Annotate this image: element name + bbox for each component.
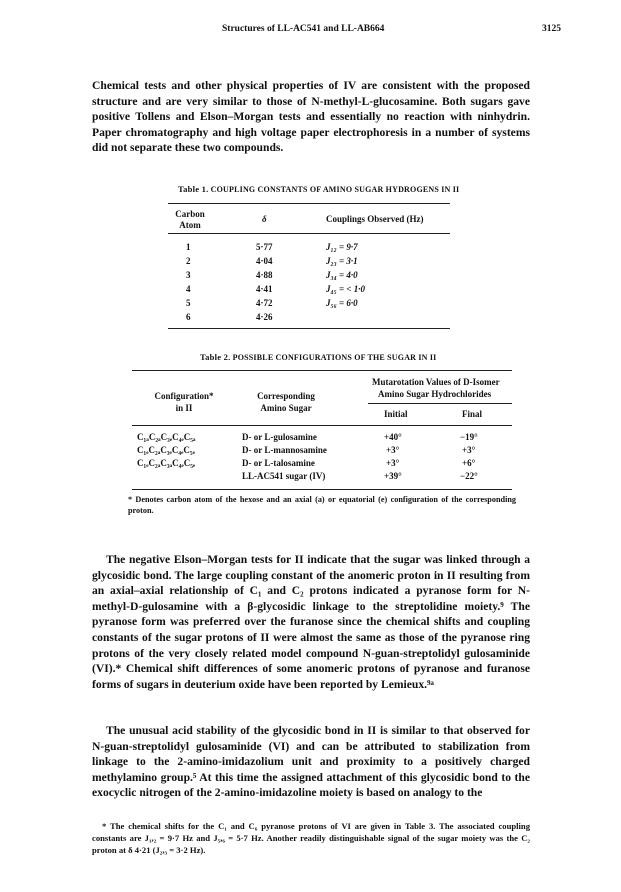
table2-top-rule (132, 370, 512, 371)
page-footnote: * The chemical shifts for the C₁ and C₆ pyranose protons of VI are given in Table 3. The associated coupling constants are J₁,₂ = 9·7 Hz and J₅,₆ = 5·7 Hz. Another readily distinguishable signal of the sugar moiety was the C₂ proton at δ 4·21 (J₂,₃ = 3·2 Hz). (92, 821, 530, 855)
page-number: 3125 (542, 24, 561, 34)
table2-bottom-rule (132, 489, 512, 490)
coupling-cell: J₅₆ = 6·0 (326, 298, 358, 308)
delta-cell: 4·04 (256, 256, 273, 266)
sugar-cell: D- or L-gulosamine (242, 432, 317, 442)
initial-cell: +3° (386, 458, 400, 468)
delta-cell: 4·72 (256, 298, 273, 308)
final-cell: +6° (462, 458, 476, 468)
table1-header-rule (168, 233, 450, 234)
config-cell: C₁ₑC₂ₐC₃ₑC₄ₑC₅ₑ (137, 445, 195, 455)
table2-col-final: Final (462, 409, 483, 419)
initial-cell: +3° (386, 445, 400, 455)
coupling-cell: J₄₅ = < 1·0 (326, 284, 366, 294)
table2-col-mutarotation: Mutarotation Values of D-Isomer (372, 377, 500, 387)
coupling-cell: J₁₂ = 9·7 (326, 242, 358, 252)
initial-cell: +39° (384, 471, 402, 481)
config-cell: C₁ₑC₂ₐC₃ₐC₄ₑC₅ₑ (137, 458, 196, 468)
carbon-cell: 5 (186, 298, 191, 308)
delta-cell: 4·88 (256, 270, 273, 280)
table2-col-mutarotation-2: Amino Sugar Hydrochlorides (378, 389, 492, 399)
table2-mutarotation-rule (368, 403, 512, 404)
carbon-cell: 3 (186, 270, 191, 280)
table1-col-couplings: Couplings Observed (Hz) (326, 214, 424, 224)
carbon-cell: 4 (186, 284, 191, 294)
table2-label: Table 2. (200, 352, 231, 362)
delta-cell: 4·41 (256, 284, 273, 294)
delta-cell: 4·26 (256, 312, 273, 322)
final-cell: +3° (462, 445, 476, 455)
table2-footnote: * Denotes carbon atom of the hexose and an axial (a) or equatorial (e) configuration of the corresponding proton. (128, 495, 516, 515)
table1-label: Table 1. (178, 184, 209, 194)
table1-caption (178, 184, 459, 194)
body-paragraph-1: The negative Elson–Morgan tests for II indicate that the sugar was linked through a glycosidic bond. The large coupling constant of the anomeric proton in II resulting from an axial–axial relationship of C₁ and C₂ protons indicated a pyranose form for N-methyl-D-gulosamine with a β-glycosidic linkage to the streptolidine moiety.⁹ The pyranose form was preferred over the furanose since the chemical shifts and coupling constants of the sugar protons of II were almost the same as those of the pyranose ring protons of the very closely related model compound N-guan-streptolidyl gulosaminide (VI).* Chemical shift differences of some anomeric protons of pyranose and furanose forms of sugars in deuterium oxide have been reported by Lemieux.⁹ᵃ (92, 553, 530, 691)
final-cell: −22° (460, 471, 478, 481)
sugar-cell: D- or L-mannosamine (242, 445, 327, 455)
final-cell: −19° (460, 432, 478, 442)
table1-col-carbon: Carbon Atom (175, 209, 205, 230)
initial-cell: +40° (384, 432, 402, 442)
delta-cell: 5·77 (256, 242, 273, 252)
carbon-cell: 2 (186, 256, 191, 266)
table2-col-sugar: Corresponding (257, 391, 315, 401)
running-header (0, 24, 621, 40)
carbon-cell: 6 (186, 312, 191, 322)
table1-top-rule (168, 203, 450, 204)
sugar-cell: D- or L-talosamine (242, 458, 315, 468)
config-cell: C₁ₐC₂ₐC₃ₑC₄ₑC₅ₐ (137, 432, 196, 442)
coupling-cell: J₂₃ = 3·1 (326, 256, 358, 266)
table1-bottom-rule (168, 328, 450, 329)
table2-caption-text: POSSIBLE CONFIGURATIONS OF THE SUGAR IN II (232, 353, 437, 362)
table2-col-config-2: in II (175, 403, 193, 413)
sugar-cell: LL-AC541 sugar (IV) (242, 471, 326, 481)
body-paragraph-2: The unusual acid stability of the glycosidic bond in II is similar to that observed for N-guan-streptolidyl gulosaminide (VI) and can be attributed to stabilization from linkage to the 2-amino-imidazolium unit and proximity to a positively charged methylamino group.⁵ At this time the assigned attachment of this glycosidic bond to the exocyclic nitrogen of the 2-amino-imidazoline moiety is based on analogy to the (92, 724, 530, 800)
table1-col-delta: δ (262, 214, 267, 224)
table2-header-rule (132, 425, 512, 426)
table2-col-initial: Initial (384, 409, 408, 419)
coupling-cell: J₃₄ = 4·0 (326, 270, 358, 280)
carbon-cell: 1 (186, 242, 191, 252)
running-title: Structures of LL-AC541 and LL-AB664 (222, 24, 385, 34)
intro-paragraph: Chemical tests and other physical properties of IV are consistent with the proposed structure and are very similar to those of N-methyl-L-glucosamine. Both sugars gave positive Tollens and Elson–Morgan tests and essentially no reaction with ninhydrin. Paper chromatography and high voltage paper electrophoresis in a number of systems did not separate these two compounds. (92, 79, 530, 155)
table1-caption-text: COUPLING CONSTANTS OF AMINO SUGAR HYDROGENS IN II (210, 185, 460, 194)
table2-caption (200, 352, 436, 362)
table2-col-sugar-2: Amino Sugar (260, 403, 312, 413)
table2-col-config: Configuration* (154, 391, 214, 401)
